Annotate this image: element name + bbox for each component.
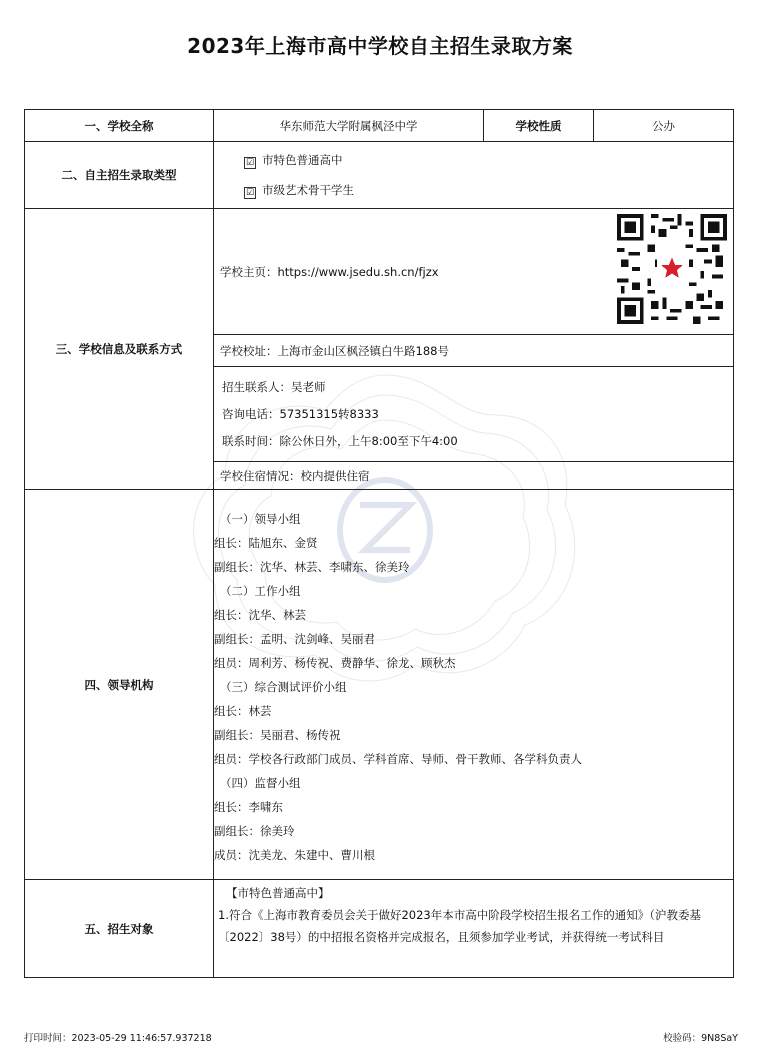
address-text: 学校校址：上海市金山区枫泾镇白牛路188号: [214, 335, 734, 367]
print-time: 打印时间：2023-05-29 11:46:57.937218: [24, 1033, 212, 1044]
leadership-line: 成员：沈美龙、朱建中、曹川根: [214, 847, 375, 862]
leadership-line: 副组长：沈华、林芸、李啸东、徐美玲: [214, 559, 410, 574]
verify-code: 校验码：9N8SaY: [663, 1033, 738, 1044]
leadership-line: 组员：学校各行政部门成员、学科首席、导师、骨干教师、各学科负责人: [214, 751, 582, 766]
leadership-line: 组员：周利芳、杨传祝、费静华、徐龙、顾秋杰: [214, 655, 456, 670]
qr-code-icon: [617, 214, 727, 324]
option-item: ☑ 市级艺术骨干学生: [245, 183, 354, 198]
contact-person-text: 招生联系人：吴老师: [222, 379, 326, 394]
leadership-line: 组长：陆旭东、金贤: [214, 535, 318, 550]
target-text: 1.符合《上海市教育委员会关于做好2023年本市高中阶段学校招生报名工作的通知》（沪教委基〔2022〕38号）的中招报名资格并完成报名，且须参加学业考试，并获得统一考试科目: [218, 908, 701, 944]
label-admission-type: 二、自主招生录取类型: [25, 142, 214, 209]
homepage-text: 学校主页：https://www.jsedu.sh.cn/fjzx: [220, 264, 439, 279]
contact-hours-text: 联系时间：除公休日外，上午8:00至下午4:00: [222, 433, 458, 448]
leadership-line: 组长：沈华、林芸: [214, 607, 306, 622]
admission-table: [24, 109, 734, 978]
target-heading: 【市特色普通高中】: [226, 886, 330, 900]
label-admission-target: 五、招生对象: [25, 880, 214, 978]
housing-text: 学校住宿情况：校内提供住宿: [214, 462, 734, 490]
school-name-value: 华东师范大学附属枫泾中学: [214, 110, 484, 142]
label-school-info: 三、学校信息及联系方式: [25, 209, 214, 490]
row-admission-target: [25, 880, 734, 978]
leadership-line: （四）监督小组: [220, 775, 301, 790]
leadership-line: 副组长：吴丽君、杨传祝: [214, 727, 341, 742]
label-school-nature: 学校性质: [484, 110, 594, 142]
leadership-line: 组长：林芸: [214, 703, 272, 718]
phone-text: 咨询电话：57351315转8333: [222, 406, 379, 421]
leadership-line: 副组长：孟明、沈剑峰、吴丽君: [214, 631, 375, 646]
row-school-name: [25, 110, 734, 142]
leadership-list: [214, 490, 734, 880]
admission-type-options: [214, 142, 734, 209]
leadership-line: （一）领导小组: [220, 511, 301, 526]
checkbox-checked-icon: ☑: [245, 158, 255, 168]
row-homepage: [25, 209, 734, 335]
leadership-line: （三）综合测试评价小组: [220, 679, 347, 694]
school-nature-value: 公办: [594, 110, 734, 142]
leadership-line: （二）工作小组: [220, 583, 301, 598]
option-item: ☑ 市特色普通高中: [245, 153, 343, 168]
checkbox-checked-icon: ☑: [245, 188, 255, 198]
label-leadership: 四、领导机构: [25, 490, 214, 880]
label-school-name: 一、学校全称: [25, 110, 214, 142]
row-leadership: [25, 490, 734, 880]
leadership-line: 副组长：徐美玲: [214, 823, 295, 838]
row-admission-type: [25, 142, 734, 209]
page-title: 2023年上海市高中学校自主招生录取方案: [187, 34, 573, 58]
leadership-line: 组长：李啸东: [214, 799, 283, 814]
